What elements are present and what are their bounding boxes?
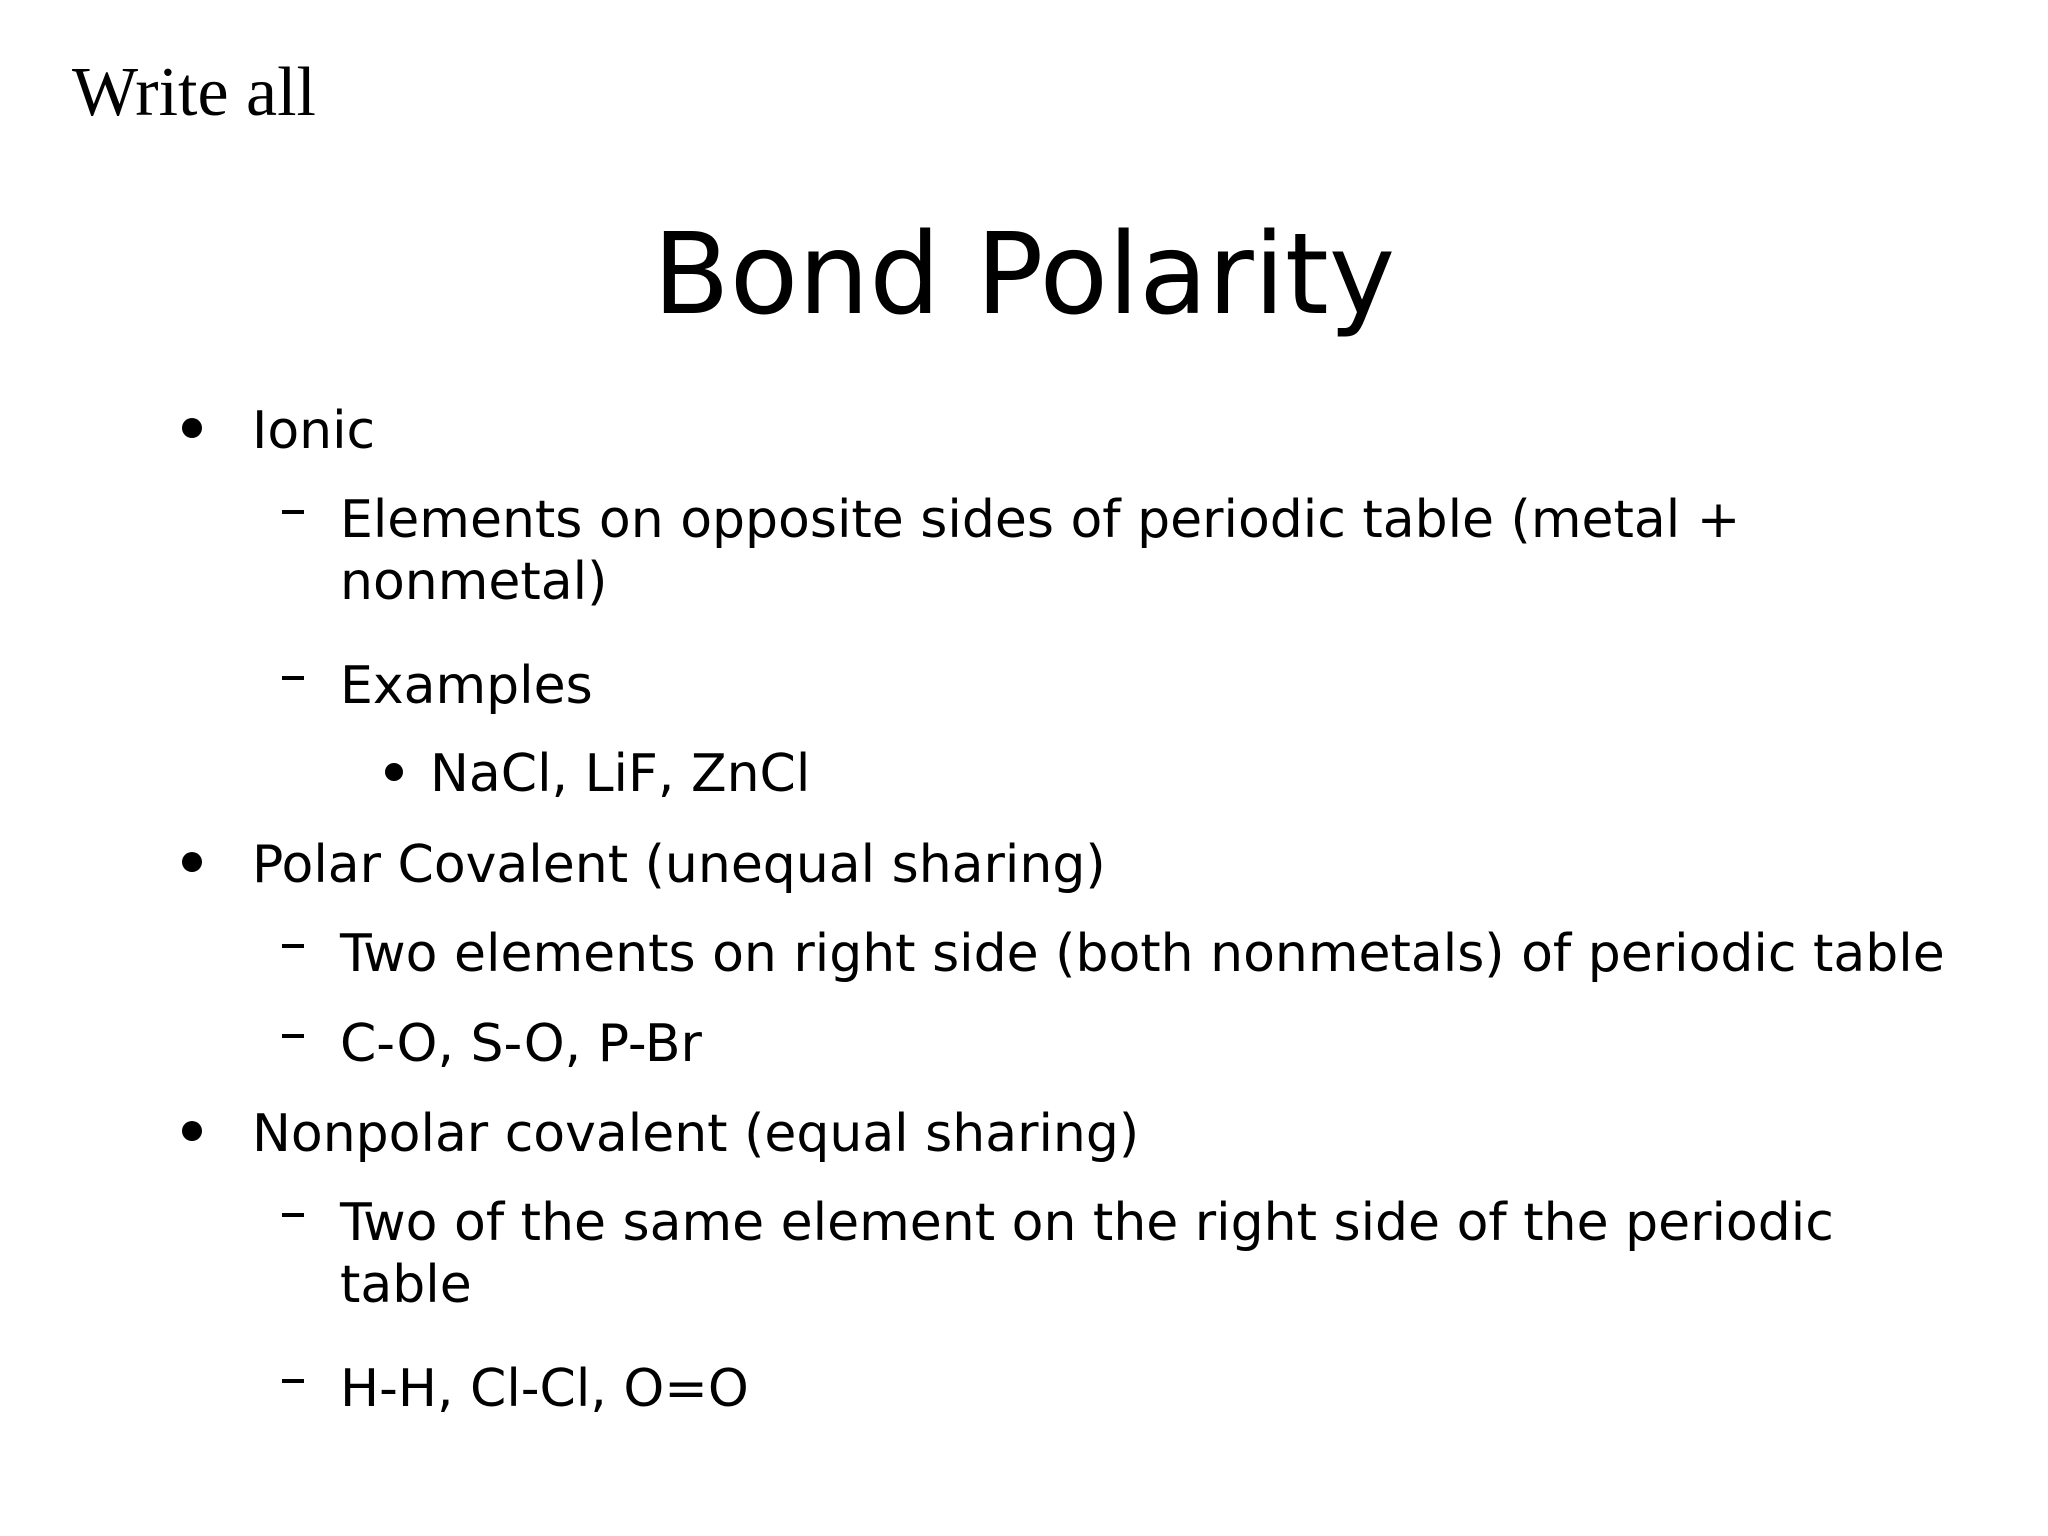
dash-icon [282, 1213, 304, 1217]
bullet-dot-icon [385, 763, 403, 781]
dash-icon [282, 676, 304, 680]
dash-icon [282, 510, 304, 514]
bullet-nonpolar-covalent: Nonpolar covalent (equal sharing) [252, 1104, 1140, 1164]
dash-icon [282, 1379, 304, 1383]
bullet-ionic: Ionic [252, 401, 376, 461]
bullet-dot-icon [182, 852, 202, 872]
sub-bullet-nonpolar-examples: H-H, Cl-Cl, O=O [340, 1359, 749, 1419]
bullet-dot-icon [182, 418, 202, 438]
sub-bullet-nonpolar-definition: Two of the same element on the right side of the periodic table [340, 1193, 1834, 1315]
bullet-dot-icon [182, 1121, 202, 1141]
dash-icon [282, 1034, 304, 1038]
handwritten-note: Write all [72, 54, 317, 131]
sub-bullet-polar-examples: C-O, S-O, P-Br [340, 1014, 702, 1074]
dash-icon [282, 944, 304, 948]
sub-bullet-ionic-definition: Elements on opposite sides of periodic table (metal + nonmetal) [340, 490, 1741, 612]
slide-title: Bond Polarity [652, 210, 1396, 340]
sub-sub-bullet-ionic-example-list: NaCl, LiF, ZnCl [430, 744, 811, 804]
sub-bullet-polar-definition: Two elements on right side (both nonmetals) of periodic table [340, 924, 1945, 984]
sub-bullet-ionic-examples: Examples [340, 656, 593, 716]
bullet-polar-covalent: Polar Covalent (unequal sharing) [252, 835, 1106, 895]
